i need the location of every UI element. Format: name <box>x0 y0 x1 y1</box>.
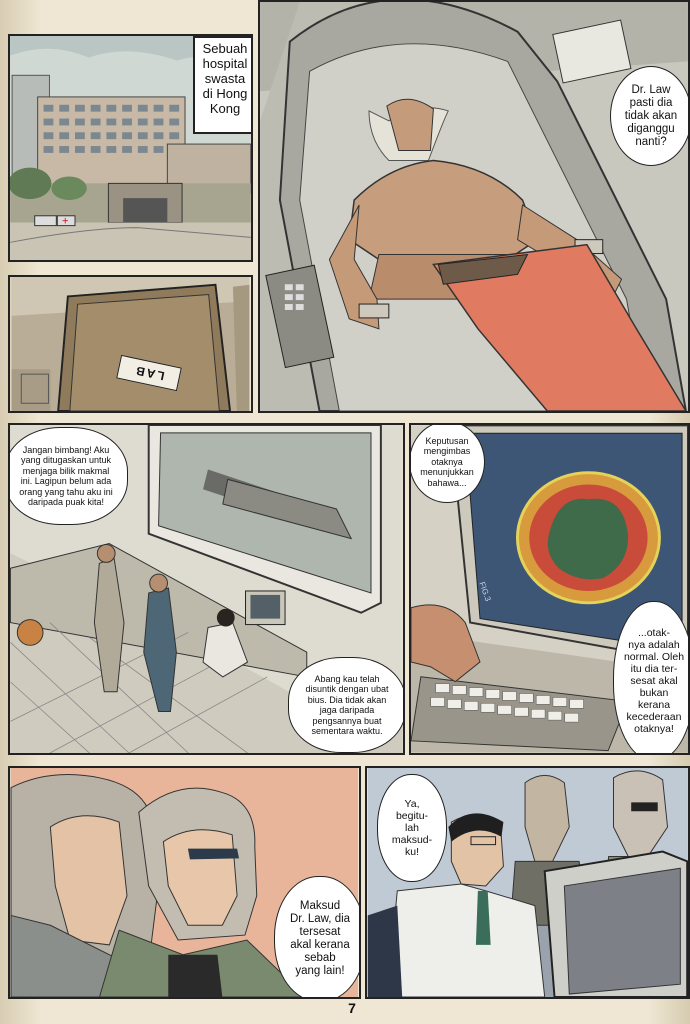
speech-balloon-jangan-bimbang: Jangan bimbang! Aku yang ditugaskan untuk menjaga bilik makmal ini. Lagipun belum ada orang yang tahu aku ini daripada puak kita! <box>8 427 128 525</box>
speech-balloon-ya-begitulah: Ya, begitu- lah maksud- ku! <box>377 774 447 882</box>
panel-brain-scan <box>409 423 690 755</box>
speech-balloon-dr-law-question: Dr. Law pasti dia tidak akan diganggu nanti? <box>610 66 690 166</box>
panel-hospital-exterior <box>8 34 253 262</box>
monitor-label: FIG.3 <box>477 580 493 603</box>
svg-text:+: + <box>61 216 69 227</box>
lab-door-illustration <box>10 277 251 411</box>
panel-control-room <box>8 423 405 755</box>
lab-sign-text: LAB <box>132 362 166 384</box>
page-number: 7 <box>348 1000 356 1016</box>
speech-balloon-maksud-dr-law: Maksud Dr. Law, dia tersesat akal kerana sebab yang lain! <box>274 876 361 999</box>
panel-lab-door <box>8 275 253 413</box>
patient-illustration <box>260 2 688 411</box>
panel-patient-bed <box>258 0 690 413</box>
speech-balloon-keputusan: Keputusan mengimbas otaknya menunjukkan bahawa... <box>409 423 485 503</box>
speech-balloon-otaknya-normal: ...otak- nya adalah normal. Oleh itu dia ter- sesat akal bukan kerana kecederaan otaknya! <box>613 601 690 755</box>
speech-balloon-abang-kau: Abang kau telah disuntik dengan ubat bius. Dia tidak akan jaga daripada pengsannya buat sementara waktu. <box>288 657 405 753</box>
location-caption: Sebuah hospital swasta di Hong Kong <box>193 36 253 134</box>
panel-two-brothers <box>8 766 361 999</box>
panel-doctor <box>365 766 690 999</box>
